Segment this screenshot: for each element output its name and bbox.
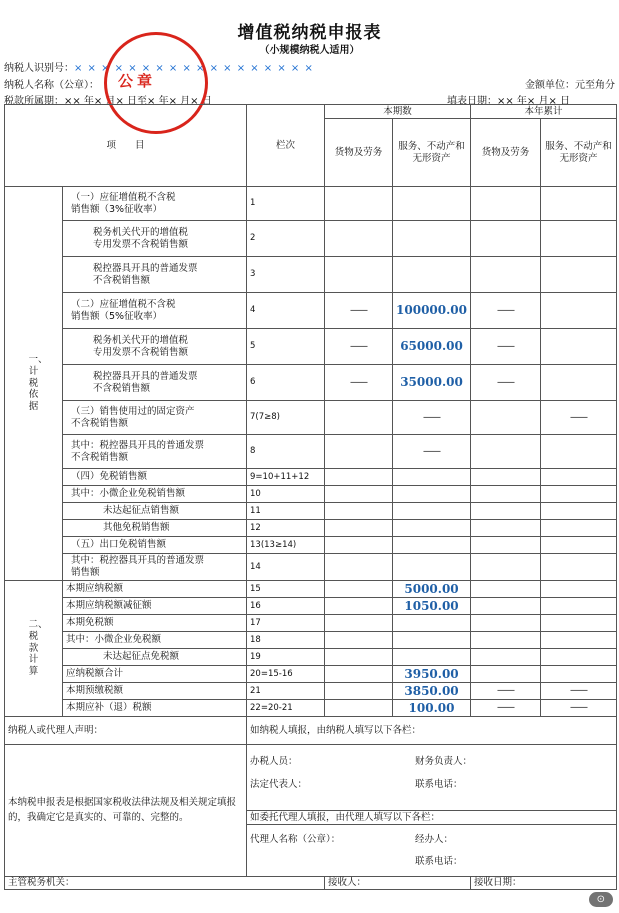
row-label: 未达起征点销售额 bbox=[63, 503, 247, 520]
row-line-number: 12 bbox=[247, 520, 325, 537]
row-label: 税务机关代开的增值税 专用发票不含税销售额 bbox=[63, 221, 247, 257]
amount-cell bbox=[471, 221, 541, 257]
not-applicable-dash: —— bbox=[325, 329, 393, 365]
amount-cell bbox=[541, 598, 617, 615]
row-line-number: 8 bbox=[247, 435, 325, 469]
table-row bbox=[5, 486, 617, 503]
row-label: （五）出口免税销售额 bbox=[63, 537, 247, 554]
amount-cell bbox=[541, 293, 617, 329]
amount-cell bbox=[393, 537, 471, 554]
agent-fields bbox=[247, 825, 617, 877]
amount-cell bbox=[471, 257, 541, 293]
amount-cell bbox=[393, 520, 471, 537]
amount-cell bbox=[393, 615, 471, 632]
section-label: 二、税款计算 bbox=[28, 618, 48, 678]
row-line-number: 14 bbox=[247, 554, 325, 581]
form-subtitle: （小规模纳税人适用） bbox=[259, 45, 360, 56]
row-line-number: 17 bbox=[247, 615, 325, 632]
amount-cell bbox=[325, 257, 393, 293]
row-label: 税务机关代开的增值税 专用发票不含税销售额 bbox=[63, 329, 247, 365]
amount-cell bbox=[541, 615, 617, 632]
row-line-number: 2 bbox=[247, 221, 325, 257]
amount-cell bbox=[471, 537, 541, 554]
self-fill-instruction: 如纳税人填报，由纳税人填写以下各栏： bbox=[247, 717, 617, 745]
not-applicable-dash: —— bbox=[541, 700, 617, 717]
form-title: 增值税纳税申报表 bbox=[237, 23, 382, 43]
table-row bbox=[5, 683, 617, 700]
amount-cell bbox=[393, 503, 471, 520]
row-label: 税控器具开具的普通发票 不含税销售额 bbox=[63, 365, 247, 401]
row-line-number: 7(7≥8) bbox=[247, 401, 325, 435]
not-applicable-dash: —— bbox=[541, 401, 617, 435]
declaration-text: 本纳税申报表是根据国家税收法律法规及相关规定填报的，我确定它是真实的、可靠的、完整的。 bbox=[5, 745, 247, 877]
amount-cell bbox=[541, 554, 617, 581]
amount-cell bbox=[325, 581, 393, 598]
amount-cell bbox=[471, 632, 541, 649]
services-current-value: 35000.00 bbox=[393, 365, 471, 401]
row-label: 其中：小微企业免税销售额 bbox=[63, 486, 247, 503]
amount-cell bbox=[541, 257, 617, 293]
section-tax-calc bbox=[5, 581, 63, 717]
amount-cell bbox=[541, 666, 617, 683]
amount-cell bbox=[325, 649, 393, 666]
amount-cell bbox=[471, 666, 541, 683]
services-current-value: 100.00 bbox=[393, 700, 471, 717]
legal-rep-label: 法定代表人： bbox=[250, 778, 308, 790]
amount-cell bbox=[325, 401, 393, 435]
column-header-year-to-date: 本年累计 bbox=[471, 105, 617, 119]
not-applicable-dash: —— bbox=[393, 435, 471, 469]
row-line-number: 16 bbox=[247, 598, 325, 615]
table-row bbox=[5, 257, 617, 293]
amount-cell bbox=[541, 469, 617, 486]
amount-cell bbox=[393, 554, 471, 581]
receiver-label: 接收人： bbox=[325, 877, 471, 890]
row-line-number: 18 bbox=[247, 632, 325, 649]
amount-cell bbox=[541, 632, 617, 649]
handler-label: 经办人： bbox=[415, 834, 454, 845]
row-line-number: 9=10+11+12 bbox=[247, 469, 325, 486]
table-row bbox=[5, 520, 617, 537]
column-header-goods-current: 货物及劳务 bbox=[325, 119, 393, 187]
amount-cell bbox=[393, 187, 471, 221]
amount-cell bbox=[393, 632, 471, 649]
table-row bbox=[5, 401, 617, 435]
not-applicable-dash: —— bbox=[471, 700, 541, 717]
services-current-value: 3950.00 bbox=[393, 666, 471, 683]
declaration-label: 纳税人或代理人声明： bbox=[5, 717, 247, 745]
agent-phone-label: 联系电话： bbox=[415, 855, 463, 867]
column-header-goods-ytd: 货物及劳务 bbox=[471, 119, 541, 187]
watermark-badge: ⊙ bbox=[589, 892, 613, 907]
table-row bbox=[5, 435, 617, 469]
row-label: （一）应征增值税不含税 销售额（3%征收率） bbox=[63, 187, 247, 221]
amount-cell bbox=[541, 486, 617, 503]
amount-cell bbox=[393, 649, 471, 666]
row-label: （三）销售使用过的固定资产 不含税销售额 bbox=[63, 401, 247, 435]
column-header-services-current: 服务、不动产和无形资产 bbox=[393, 119, 471, 187]
table-row bbox=[5, 537, 617, 554]
filing-date-value: ×× 年× 月× 日 bbox=[497, 96, 571, 107]
row-label: 本期应纳税额减征额 bbox=[63, 598, 247, 615]
row-line-number: 22=20-21 bbox=[247, 700, 325, 717]
not-applicable-dash: —— bbox=[325, 365, 393, 401]
phone-label: 联系电话： bbox=[415, 778, 463, 790]
amount-cell bbox=[325, 435, 393, 469]
amount-cell bbox=[471, 649, 541, 666]
table-row bbox=[5, 632, 617, 649]
row-line-number: 13(13≥14) bbox=[247, 537, 325, 554]
amount-cell bbox=[541, 520, 617, 537]
row-label: 其中：税控器具开具的普通发票 不含税销售额 bbox=[63, 435, 247, 469]
amount-cell bbox=[325, 537, 393, 554]
not-applicable-dash: —— bbox=[541, 683, 617, 700]
row-label: 本期应纳税额 bbox=[63, 581, 247, 598]
services-current-value: 5000.00 bbox=[393, 581, 471, 598]
row-line-number: 19 bbox=[247, 649, 325, 666]
not-applicable-dash: —— bbox=[325, 293, 393, 329]
table-row bbox=[5, 554, 617, 581]
amount-cell bbox=[325, 632, 393, 649]
column-header-item: 项 目 bbox=[5, 105, 247, 187]
amount-cell bbox=[393, 221, 471, 257]
table-row bbox=[5, 329, 617, 365]
services-current-value: 100000.00 bbox=[393, 293, 471, 329]
amount-cell bbox=[325, 598, 393, 615]
services-current-value: 65000.00 bbox=[393, 329, 471, 365]
row-label: 其中：小微企业免税额 bbox=[63, 632, 247, 649]
amount-cell bbox=[541, 649, 617, 666]
amount-cell bbox=[325, 683, 393, 700]
tax-authority-label: 主管税务机关： bbox=[5, 877, 325, 890]
amount-cell bbox=[541, 221, 617, 257]
table-row bbox=[5, 469, 617, 486]
amount-cell bbox=[541, 187, 617, 221]
not-applicable-dash: —— bbox=[471, 329, 541, 365]
amount-cell bbox=[325, 520, 393, 537]
amount-cell bbox=[393, 257, 471, 293]
amount-unit-label: 金额单位：元至角分 bbox=[525, 80, 615, 91]
amount-cell bbox=[325, 554, 393, 581]
agent-name-label: 代理人名称（公章）： bbox=[250, 834, 341, 845]
row-line-number: 11 bbox=[247, 503, 325, 520]
amount-cell bbox=[541, 581, 617, 598]
row-line-number: 21 bbox=[247, 683, 325, 700]
column-header-line: 栏次 bbox=[247, 105, 325, 187]
amount-cell bbox=[325, 469, 393, 486]
table-row bbox=[5, 615, 617, 632]
amount-cell bbox=[393, 486, 471, 503]
table-row bbox=[5, 365, 617, 401]
row-line-number: 6 bbox=[247, 365, 325, 401]
amount-cell bbox=[325, 221, 393, 257]
row-label: 本期免税额 bbox=[63, 615, 247, 632]
amount-cell bbox=[471, 554, 541, 581]
finance-head-label: 财务负责人： bbox=[415, 756, 473, 767]
services-current-value: 3850.00 bbox=[393, 683, 471, 700]
taxpayer-id-value: × × × × × × × × × × × × × × × × × × bbox=[74, 63, 314, 74]
amount-cell bbox=[325, 503, 393, 520]
amount-cell bbox=[471, 187, 541, 221]
amount-cell bbox=[471, 486, 541, 503]
row-label: 其中：税控器具开具的普通发票 销售额 bbox=[63, 554, 247, 581]
amount-cell bbox=[541, 503, 617, 520]
amount-cell bbox=[541, 435, 617, 469]
declaration-table bbox=[4, 104, 617, 890]
tax-period-label: 税款所属期： bbox=[4, 96, 64, 107]
table-row bbox=[5, 187, 617, 221]
row-label: 应纳税额合计 bbox=[63, 666, 247, 683]
row-label: （四）免税销售额 bbox=[63, 469, 247, 486]
section-label: 一、计税依据 bbox=[28, 353, 48, 413]
amount-cell bbox=[471, 469, 541, 486]
services-current-value: 1050.00 bbox=[393, 598, 471, 615]
amount-cell bbox=[471, 581, 541, 598]
taxpayer-id-label: 纳税人识别号： bbox=[4, 63, 74, 74]
row-label: 本期应补（退）税额 bbox=[63, 700, 247, 717]
company-seal-text: 公章 bbox=[118, 72, 157, 90]
table-row bbox=[5, 598, 617, 615]
row-label: 税控器具开具的普通发票 不含税销售额 bbox=[63, 257, 247, 293]
table-row bbox=[5, 700, 617, 717]
agent-fill-instruction: 如委托代理人填报，由代理人填写以下各栏： bbox=[247, 811, 617, 825]
amount-cell bbox=[325, 615, 393, 632]
row-line-number: 3 bbox=[247, 257, 325, 293]
row-label: 本期预缴税额 bbox=[63, 683, 247, 700]
amount-cell bbox=[471, 401, 541, 435]
table-row bbox=[5, 581, 617, 598]
amount-cell bbox=[393, 469, 471, 486]
tax-period-value: ×× 年× 月× 日至× 年× 月× 日 bbox=[64, 96, 212, 107]
row-label: 未达起征点免税额 bbox=[63, 649, 247, 666]
row-line-number: 4 bbox=[247, 293, 325, 329]
receive-date-label: 接收日期： bbox=[471, 877, 617, 890]
amount-cell bbox=[541, 365, 617, 401]
row-line-number: 20=15-16 bbox=[247, 666, 325, 683]
not-applicable-dash: —— bbox=[393, 401, 471, 435]
amount-cell bbox=[325, 486, 393, 503]
table-row bbox=[5, 666, 617, 683]
filing-date-label: 填表日期： bbox=[447, 96, 497, 107]
amount-cell bbox=[541, 329, 617, 365]
row-label: 其他免税销售额 bbox=[63, 520, 247, 537]
row-label: （二）应征增值税不含税 销售额（5%征收率） bbox=[63, 293, 247, 329]
amount-cell bbox=[325, 187, 393, 221]
filer-label: 办税人员： bbox=[250, 756, 298, 767]
self-fill-fields bbox=[247, 745, 617, 811]
amount-cell bbox=[325, 700, 393, 717]
row-line-number: 10 bbox=[247, 486, 325, 503]
not-applicable-dash: —— bbox=[471, 293, 541, 329]
table-row bbox=[5, 293, 617, 329]
column-header-services-ytd: 服务、不动产和无形资产 bbox=[541, 119, 617, 187]
row-line-number: 1 bbox=[247, 187, 325, 221]
not-applicable-dash: —— bbox=[471, 683, 541, 700]
amount-cell bbox=[471, 598, 541, 615]
amount-cell bbox=[471, 615, 541, 632]
column-header-current-period: 本期数 bbox=[325, 105, 471, 119]
amount-cell bbox=[471, 503, 541, 520]
amount-cell bbox=[471, 435, 541, 469]
table-row bbox=[5, 221, 617, 257]
section-basis bbox=[5, 187, 63, 581]
table-row bbox=[5, 503, 617, 520]
row-line-number: 15 bbox=[247, 581, 325, 598]
table-row bbox=[5, 649, 617, 666]
taxpayer-name-label: 纳税人名称（公章）： bbox=[4, 80, 99, 91]
amount-cell bbox=[471, 520, 541, 537]
amount-cell bbox=[325, 666, 393, 683]
amount-cell bbox=[541, 537, 617, 554]
row-line-number: 5 bbox=[247, 329, 325, 365]
not-applicable-dash: —— bbox=[471, 365, 541, 401]
